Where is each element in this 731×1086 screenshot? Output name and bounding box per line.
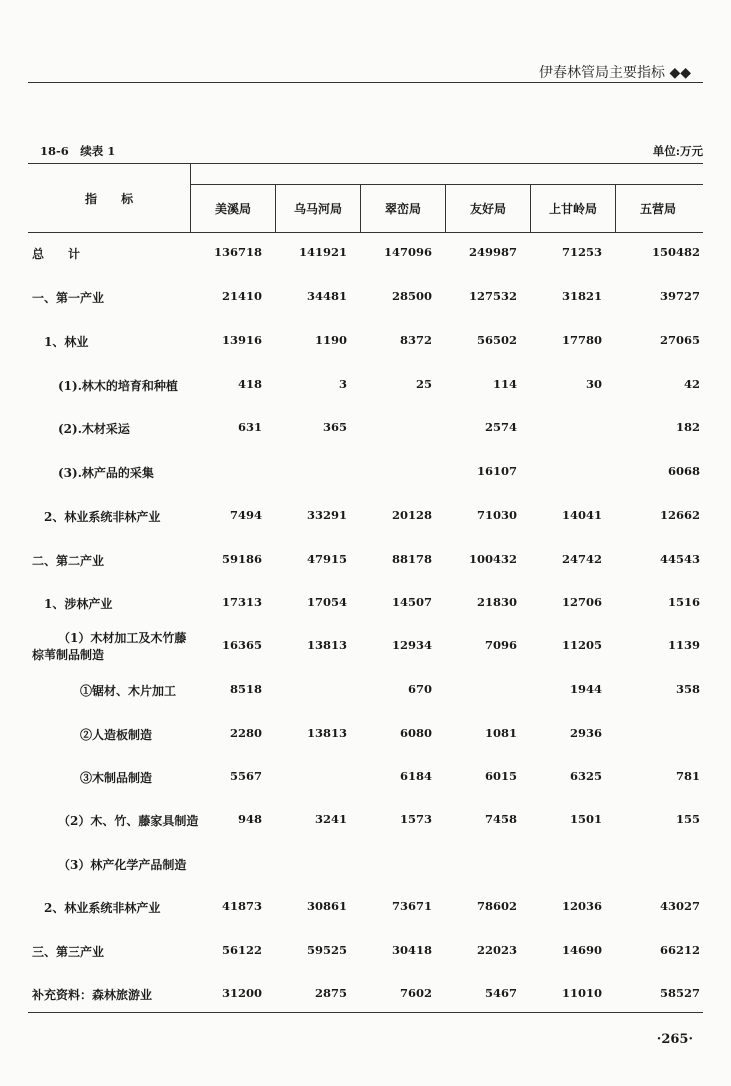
table-cell: 7096 — [484, 638, 517, 652]
running-header-title: 伊春林管局主要指标 ◆◆ — [539, 65, 691, 81]
table-cell: 11010 — [561, 986, 602, 1000]
table-cell: 78602 — [476, 899, 517, 913]
row-label: 1、涉林产业 — [44, 597, 113, 611]
table-cell: 1139 — [667, 638, 700, 652]
table-row — [0, 682, 731, 702]
table-cell: 1573 — [399, 812, 432, 826]
table-cell: 66212 — [659, 943, 700, 957]
table-cell: 22023 — [476, 943, 517, 957]
table-top-rule — [28, 163, 703, 164]
table-cell: 6184 — [399, 769, 432, 783]
table-cell: 21830 — [476, 595, 517, 609]
table-cell: 136718 — [213, 245, 262, 259]
table-cell: 6015 — [484, 769, 517, 783]
table-cell: 43027 — [659, 899, 700, 913]
table-cell: 16365 — [221, 638, 262, 652]
table-cell: 56502 — [476, 333, 517, 347]
table-row — [0, 856, 731, 876]
table-cell: 3 — [338, 377, 347, 391]
column-divider — [530, 184, 531, 233]
table-cell: 59525 — [306, 943, 347, 957]
row-label: (2).木材采运 — [58, 422, 130, 436]
table-cell: 56122 — [221, 943, 262, 957]
row-label: 2、林业系统非林产业 — [44, 901, 161, 915]
table-cell: 141921 — [298, 245, 347, 259]
table-cell: 33291 — [306, 508, 347, 522]
table-row — [0, 377, 731, 397]
table-cell: 670 — [407, 682, 432, 696]
table-cell: 6080 — [399, 726, 432, 740]
table-cell: 12934 — [391, 638, 432, 652]
table-cell: 88178 — [391, 552, 432, 566]
column-header: 美溪局 — [214, 202, 251, 216]
table-cell: 17780 — [561, 333, 602, 347]
table-row — [0, 812, 731, 832]
table-cell: 47915 — [306, 552, 347, 566]
table-cell: 155 — [675, 812, 700, 826]
table-cell: 25 — [415, 377, 432, 391]
table-cell: 31821 — [561, 289, 602, 303]
table-cell: 58527 — [659, 986, 700, 1000]
header-bottom-rule — [28, 232, 703, 233]
table-row — [0, 289, 731, 309]
table-cell: 16107 — [476, 464, 517, 478]
table-cell: 1081 — [484, 726, 517, 740]
table-cell: 948 — [237, 812, 262, 826]
table-row — [0, 333, 731, 353]
table-cell: 30861 — [306, 899, 347, 913]
table-cell: 8518 — [229, 682, 262, 696]
row-label: 1、林业 — [44, 335, 89, 349]
row-label: (1).林木的培育和种植 — [58, 379, 178, 393]
table-cell: 20128 — [391, 508, 432, 522]
table-cell: 59186 — [221, 552, 262, 566]
table-cell: 11205 — [561, 638, 602, 652]
row-label: （3）林产化学产品制造 — [58, 858, 187, 872]
table-cell: 1516 — [667, 595, 700, 609]
table-cell: 71030 — [476, 508, 517, 522]
column-header: 翠峦局 — [384, 202, 421, 216]
table-cell: 44543 — [659, 552, 700, 566]
row-label: ③木制品制造 — [80, 771, 153, 785]
table-cell: 34481 — [306, 289, 347, 303]
column-header: 上甘岭局 — [548, 202, 597, 216]
table-id: 18-6 续表 1 — [40, 144, 116, 158]
table-row — [0, 508, 731, 528]
table-row — [0, 245, 731, 265]
column-divider — [445, 184, 446, 233]
table-cell: 12036 — [561, 899, 602, 913]
table-cell: 2936 — [569, 726, 602, 740]
table-cell: 7494 — [229, 508, 262, 522]
table-cell: 249987 — [468, 245, 517, 259]
table-cell: 100432 — [468, 552, 517, 566]
row-label: 二、第二产业 — [32, 554, 105, 568]
table-cell: 17313 — [221, 595, 262, 609]
table-cell: 358 — [675, 682, 700, 696]
column-header: 乌马河局 — [293, 202, 342, 216]
table-cell: 27065 — [659, 333, 700, 347]
column-header: 友好局 — [469, 202, 506, 216]
table-cell: 6068 — [667, 464, 700, 478]
table-cell: 39727 — [659, 289, 700, 303]
table-cell: 8372 — [399, 333, 432, 347]
table-cell: 71253 — [561, 245, 602, 259]
row-header-label: 指 标 — [85, 192, 144, 206]
table-cell: 2280 — [229, 726, 262, 740]
table-cell: 2574 — [484, 420, 517, 434]
table-cell: 7458 — [484, 812, 517, 826]
table-cell: 30 — [585, 377, 602, 391]
row-label-continued: 棕苇制品制造 — [32, 648, 105, 662]
table-cell: 28500 — [391, 289, 432, 303]
table-cell: 30418 — [391, 943, 432, 957]
table-row — [0, 464, 731, 484]
table-cell: 14690 — [561, 943, 602, 957]
row-label: 补充资料：森林旅游业 — [32, 988, 153, 1002]
row-label: （1）木材加工及木竹藤 — [58, 631, 187, 645]
column-divider — [275, 184, 276, 233]
table-row — [0, 943, 731, 963]
table-cell: 42 — [683, 377, 700, 391]
row-label: 一、第一产业 — [32, 291, 105, 305]
table-cell: 2875 — [314, 986, 347, 1000]
table-cell: 14041 — [561, 508, 602, 522]
table-cell: 73671 — [391, 899, 432, 913]
table-cell: 781 — [675, 769, 700, 783]
table-cell: 365 — [322, 420, 347, 434]
table-cell: 13916 — [221, 333, 262, 347]
table-cell: 41873 — [221, 899, 262, 913]
table-cell: 21410 — [221, 289, 262, 303]
table-cell: 1501 — [569, 812, 602, 826]
table-cell: 12706 — [561, 595, 602, 609]
header-rule — [28, 82, 703, 83]
row-label: ①锯材、木片加工 — [80, 684, 177, 698]
table-row — [0, 595, 731, 615]
table-cell: 114 — [492, 377, 517, 391]
row-label: (3).林产品的采集 — [58, 466, 154, 480]
table-cell: 127532 — [468, 289, 517, 303]
table-cell: 182 — [675, 420, 700, 434]
unit-label: 单位:万元 — [652, 144, 703, 158]
table-cell: 1944 — [569, 682, 602, 696]
row-label: 2、林业系统非林产业 — [44, 510, 161, 524]
table-row — [0, 552, 731, 572]
row-label: 三、第三产业 — [32, 945, 105, 959]
row-label: （2）木、竹、藤家具制造 — [58, 814, 199, 828]
table-cell: 24742 — [561, 552, 602, 566]
table-cell: 150482 — [651, 245, 700, 259]
table-row — [0, 899, 731, 919]
table-cell: 12662 — [659, 508, 700, 522]
table-row — [0, 986, 731, 1006]
table-cell: 5567 — [229, 769, 262, 783]
table-cell: 17054 — [306, 595, 347, 609]
column-divider — [615, 184, 616, 233]
row-label: 总 计 — [32, 247, 81, 261]
table-cell: 147096 — [383, 245, 432, 259]
column-divider — [360, 184, 361, 233]
table-cell: 1190 — [314, 333, 347, 347]
page-number: ·265· — [656, 1032, 693, 1047]
table-cell: 31200 — [221, 986, 262, 1000]
table-row — [0, 420, 731, 440]
table-row — [0, 769, 731, 789]
table-cell: 14507 — [391, 595, 432, 609]
table-cell: 7602 — [399, 986, 432, 1000]
table-cell: 3241 — [314, 812, 347, 826]
table-cell: 13813 — [306, 638, 347, 652]
row-label: ②人造板制造 — [80, 728, 153, 742]
table-cell: 418 — [237, 377, 262, 391]
header-sub-rule — [190, 184, 703, 185]
table-cell: 631 — [237, 420, 262, 434]
table-cell: 6325 — [569, 769, 602, 783]
table-cell: 5467 — [484, 986, 517, 1000]
table-row — [0, 629, 731, 662]
table-bottom-rule — [28, 1012, 703, 1013]
column-divider — [190, 163, 191, 233]
table-row — [0, 726, 731, 746]
table-cell: 13813 — [306, 726, 347, 740]
column-header: 五营局 — [639, 202, 676, 216]
